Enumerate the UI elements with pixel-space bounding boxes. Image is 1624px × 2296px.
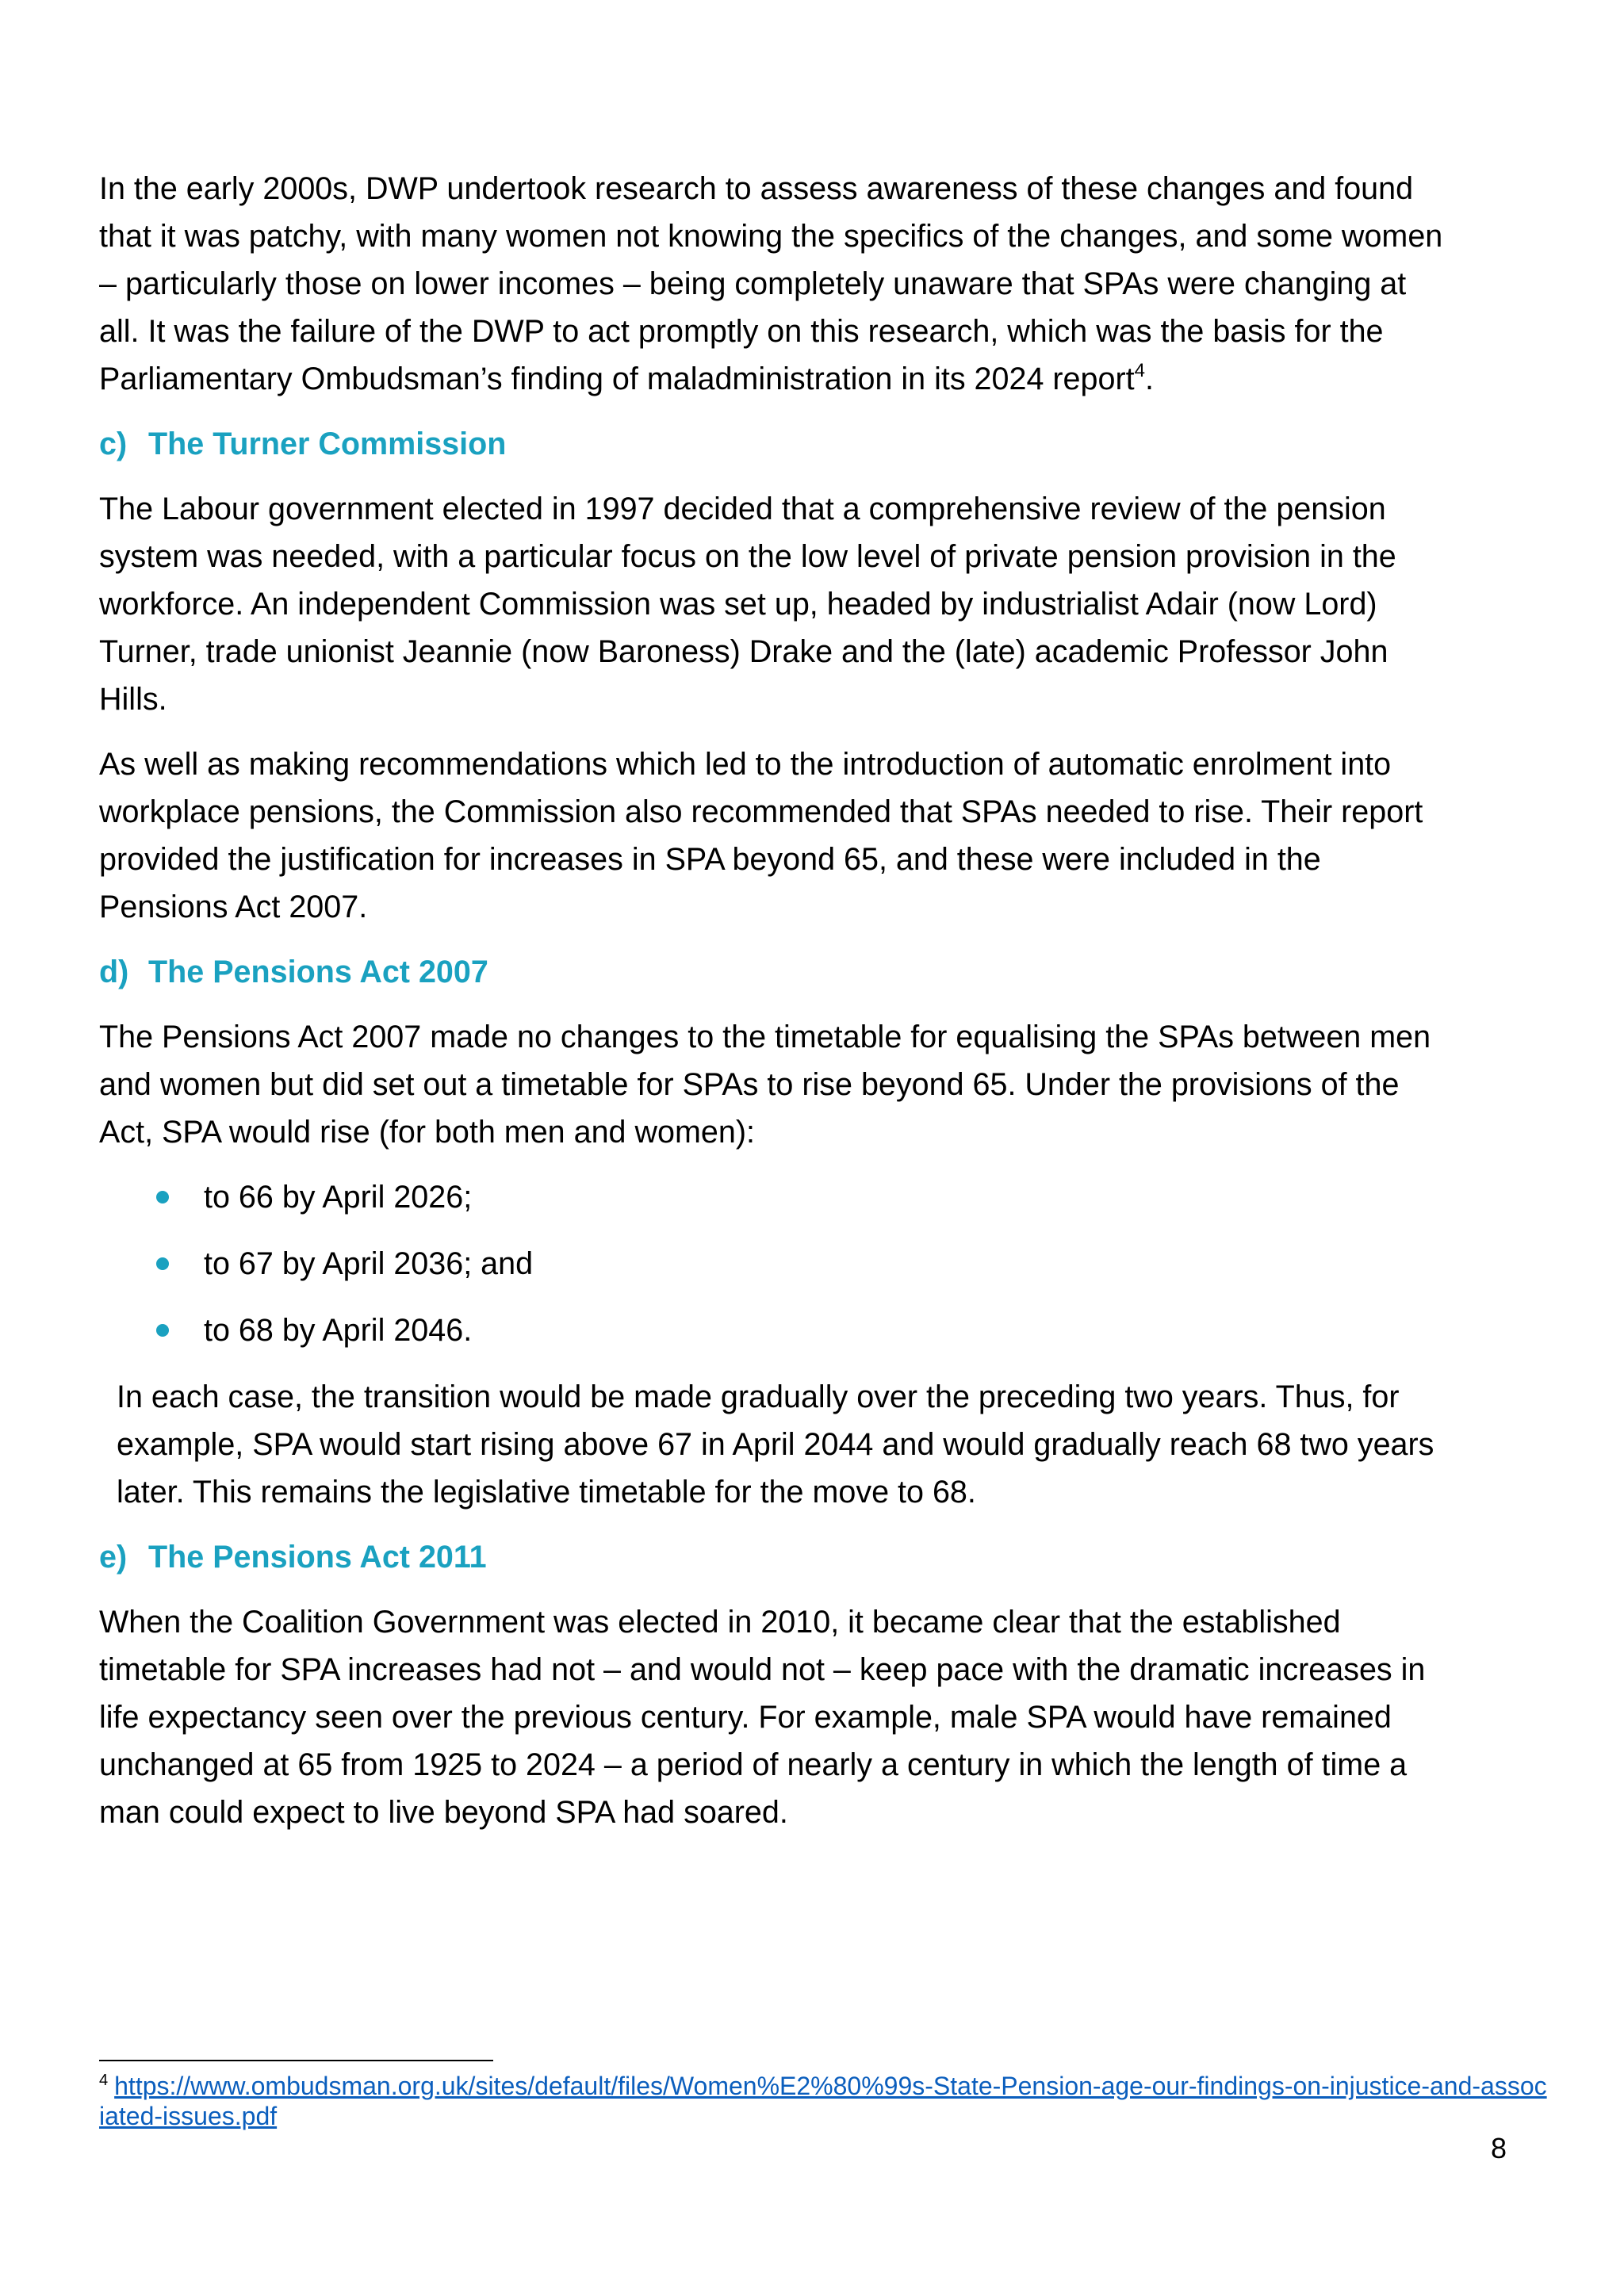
- footnote-link[interactable]: https://www.ombudsman.org.uk/sites/default/files/Women%E2%80%99s-State-Pension-age-our-findings-on-injustice-and-associated-issues.pdf: [99, 2072, 1547, 2130]
- bullet-icon: [156, 1324, 169, 1337]
- list-item: [99, 1173, 1447, 1221]
- footnote: [99, 2071, 1550, 2131]
- paragraph-commission-recommendations: As well as making recommendations which led to the introduction of automatic enrolment into workplace pensions, the Commission also recommended that SPAs needed to rise. Their report provided the justification for increases in SPA beyond 65, and these were included in the Pensions Act 2007.: [99, 747, 1423, 924]
- heading-turner-commission: [99, 420, 1447, 468]
- spa-timetable-list: [99, 1173, 1447, 1354]
- paragraph-end: .: [1144, 362, 1154, 396]
- paragraph-transition: In each case, the transition would be made gradually over the preceding two years. Thus, for example, SPA would start rising above 67 in April 2044 and would gradually reach 68 two years later. This remains the legislative timetable for the move to 68.: [117, 1380, 1434, 1510]
- paragraph-text: In the early 2000s, DWP undertook research to assess awareness of these changes and found that it was patchy, with many women not knowing the specifics of the changes, and some women – particularly those on lower incomes – being completely unaware that SPAs were changing at all. It was the failure of the DWP to act promptly on this research, which was the basis for the Parliamentary Ombudsman’s finding of maladministration in its 2024 report: [99, 171, 1443, 396]
- list-item-text: to 67 by April 2036; and: [204, 1246, 534, 1281]
- list-item: [99, 1307, 1447, 1354]
- paragraph-dwp-research: [99, 165, 1447, 403]
- heading-pensions-act-2011: [99, 1533, 1447, 1581]
- list-item: [99, 1240, 1447, 1288]
- footnote-number: 4: [99, 2072, 109, 2089]
- heading-title: The Turner Commission: [148, 427, 507, 461]
- paragraph-coalition-government: When the Coalition Government was elected in 2010, it became clear that the established timetable for SPA increases had not – and would not – keep pace with the dramatic increases in life expectancy seen over the previous century. For example, male SPA would have remained unchanged at 65 from 1925 to 2024 – a period of nearly a century in which the length of time a man could expect to live beyond SPA had soared.: [99, 1605, 1426, 1830]
- paragraph-act-2007: The Pensions Act 2007 made no changes to the timetable for equalising the SPAs between men and women but did set out a timetable for SPAs to rise beyond 65. Under the provisions of the Act, SPA would rise (for both men and women):: [99, 1020, 1431, 1150]
- bullet-icon: [156, 1191, 169, 1203]
- paragraph-labour-government: The Labour government elected in 1997 decided that a comprehensive review of the pension system was needed, with a particular focus on the low level of private pension provision in the workforce. An independent Commission was set up, headed by industrialist Adair (now Lord) Turner, trade unionist Jeannie (now Baroness) Drake and the (late) academic Professor John Hills.: [99, 492, 1396, 717]
- heading-pensions-act-2007: [99, 948, 1447, 996]
- page-number: 8: [1490, 2132, 1507, 2164]
- heading-letter: d): [99, 955, 129, 989]
- heading-title: The Pensions Act 2011: [148, 1540, 487, 1575]
- main-content: [99, 165, 1447, 1854]
- list-item-text: to 66 by April 2026;: [204, 1180, 473, 1215]
- footnote-divider: [99, 2060, 493, 2061]
- heading-letter: e): [99, 1540, 128, 1575]
- bullet-icon: [156, 1257, 169, 1270]
- list-item-text: to 68 by April 2046.: [204, 1313, 473, 1348]
- heading-letter: c): [99, 427, 128, 461]
- footnote-reference[interactable]: 4: [1134, 360, 1145, 381]
- heading-title: The Pensions Act 2007: [148, 955, 488, 989]
